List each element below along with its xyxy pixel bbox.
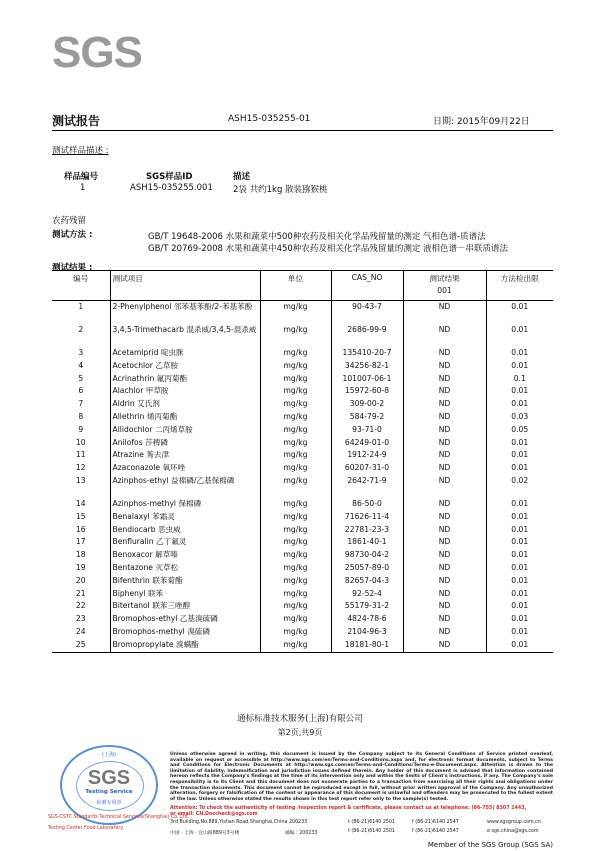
table-row [52,462,553,475]
table-row [52,498,553,511]
table-row [52,600,553,613]
testing-stamp [60,745,158,825]
cell-no: 13 [52,475,110,498]
cell-cas: 92-52-4 [331,588,403,601]
table-row [52,324,553,347]
table-row [52,536,553,549]
cell-no: 21 [52,588,110,601]
cell-no: 9 [52,424,110,437]
sample-col-no: 样品编号 [64,172,99,182]
report-date: 日期: 2015年09月22日 [433,117,530,127]
cell-cas: 1912-24-9 [331,449,403,462]
table-row [52,437,553,450]
cell-cas: 64249-01-0 [331,437,403,450]
test-results-label: 测试结果 : [52,263,93,273]
cell-no: 24 [52,626,110,639]
cell-result: ND [403,613,486,626]
cell-item: Biphenyl 联苯 [110,588,260,601]
table-row [52,301,553,325]
cell-item: Benalaxyl 苯霜灵 [110,511,260,524]
cell-item: Acetamiprid 啶虫脒 [110,347,260,360]
cell-cas: 4824-78-6 [331,613,403,626]
cell-no: 19 [52,562,110,575]
sample-col-desc: 描述 [233,172,251,182]
cell-cas: 86-50-0 [331,498,403,511]
report-title: 测试报告 [52,114,101,128]
cell-cas: 22781-23-3 [331,524,403,537]
cell-item: Azinphos-methyl 保棉磷 [110,498,260,511]
cell-cas: 34256-82-1 [331,360,403,373]
table-row [52,626,553,639]
cell-unit: mg/kg [260,449,331,462]
cell-mdl: 0.01 [511,437,529,447]
cell-mdl: 0.01 [511,626,529,636]
cell-mdl: 0.01 [511,386,529,396]
col-header-result-sample: 001 [437,286,452,295]
sample-desc: 2袋 共约1kg 散装猕猴桃 [233,185,328,195]
table-row [52,424,553,437]
cell-item: Anilofos 莎稗磷 [110,437,260,450]
cell-no: 8 [52,411,110,424]
cell-result: ND [403,600,486,613]
cell-result: ND [403,639,486,652]
cell-result: ND [403,498,486,511]
postcode-cn: 邮编 : 200233 [285,831,318,836]
cell-no: 18 [52,549,110,562]
tel-cn: t (86-21)6140 2501 [348,829,396,834]
cell-unit: mg/kg [260,511,331,524]
cell-no: 4 [52,360,110,373]
cell-mdl: 0.01 [511,450,529,460]
cell-item: Bromopropylate 溴螨酯 [110,639,260,652]
cell-unit: mg/kg [260,536,331,549]
col-header-unit: 单位 [260,271,331,301]
cell-no: 12 [52,462,110,475]
table-row [52,411,553,424]
table-row [52,639,553,652]
cell-unit: mg/kg [260,639,331,652]
cell-mdl: 0.01 [511,511,529,521]
cell-item: Allidochlor 二丙烯草胺 [110,424,260,437]
cell-unit: mg/kg [260,524,331,537]
authenticity-email: or email: CN.Doccheck@sgs.com [170,812,258,817]
stamp-caption-1: SGS-CSTC Standards Technical Services(Shanghai) Co.,Ltd. [48,815,190,820]
cell-cas: 25057-89-0 [331,562,403,575]
company-name: 通标标准技术服务(上海)有限公司 [237,714,363,724]
stamp-caption-2: Testing Center Food Laboratory [48,826,124,831]
cell-result: ND [403,398,486,411]
cell-unit: mg/kg [260,613,331,626]
cell-mdl: 0.01 [511,550,529,560]
cell-no: 6 [52,385,110,398]
cell-no: 17 [52,536,110,549]
cell-no: 25 [52,639,110,652]
table-row [52,524,553,537]
results-header-row [52,271,553,301]
cell-unit: mg/kg [260,549,331,562]
cell-cas: 18181-80-1 [331,639,403,652]
col-header-no: 编号 [52,271,110,301]
cell-no: 11 [52,449,110,462]
cell-item: 2-Phenylphenol 邻苯基苯酚/2-苯基苯酚 [110,301,260,325]
cell-cas: 1861-40-1 [331,536,403,549]
address-en: 3rd Building,No.889,Yishan Road,Shanghai,China 200233 [170,820,308,825]
cell-cas: 2104-96-3 [331,626,403,639]
col-header-result [403,271,486,301]
cell-item: Azaconazole 氧环唑 [110,462,260,475]
sample-col-id: SGS样品ID [146,172,193,182]
cell-unit: mg/kg [260,475,331,498]
cell-cas: 101007-06-1 [331,373,403,386]
cell-cas: 82657-04-3 [331,575,403,588]
cell-unit: mg/kg [260,324,331,347]
pesticide-residue-label: 农药残留 [52,216,87,226]
cell-unit: mg/kg [260,626,331,639]
table-row [52,562,553,575]
cell-mdl: 0.01 [511,562,529,572]
cell-item: Azinphos-ethyl 益棉磷/乙基保棉磷 [110,475,260,498]
cell-result: ND [403,562,486,575]
sgs-member-note: Member of the SGS Group (SGS SA) [427,841,553,849]
table-row [52,347,553,360]
table-row [52,575,553,588]
cell-mdl: 0.01 [511,360,529,370]
cell-result: ND [403,475,486,498]
cell-item: Bifenthrin 联苯菊酯 [110,575,260,588]
cell-unit: mg/kg [260,385,331,398]
cell-result: ND [403,626,486,639]
cell-no: 20 [52,575,110,588]
cell-item: Bromophos-methyl 溴硫磷 [110,626,260,639]
cell-cas: 98730-04-2 [331,549,403,562]
cell-item: Alachlor 甲草胺 [110,385,260,398]
cell-cas: 90-43-7 [331,301,403,325]
cell-unit: mg/kg [260,424,331,437]
cell-no: 23 [52,613,110,626]
stamp-rim-text: (上海) [102,752,116,758]
table-row [52,373,553,386]
cell-item: Aldrin 艾氏剂 [110,398,260,411]
cell-result: ND [403,449,486,462]
cell-no: 15 [52,511,110,524]
col-header-cas: CAS_NO [331,271,403,301]
cell-no: 16 [52,524,110,537]
cell-cas: 2642-71-9 [331,475,403,498]
cell-cas: 60207-31-0 [331,462,403,475]
cell-cas: 55179-31-2 [331,600,403,613]
table-row [52,449,553,462]
cell-unit: mg/kg [260,575,331,588]
cell-cas: 2686-99-9 [331,324,403,347]
website: www.sgsgroup.com.cn [487,820,541,825]
cell-item: 3,4,5-Trimethacarb 混杀威/3,4,5-混杀威 [110,324,260,347]
cell-no: 5 [52,373,110,386]
cell-result: ND [403,347,486,360]
cell-mdl: 0.01 [511,348,529,357]
cell-no: 10 [52,437,110,450]
cell-item: Benoxacor 解草嗪 [110,549,260,562]
cell-item: Acrinathrin 氟丙菊酯 [110,373,260,386]
results-table [52,270,553,653]
cell-item: Atrazine 莠去津 [110,449,260,462]
cell-unit: mg/kg [260,498,331,511]
cell-cas: 135410-20-7 [331,347,403,360]
email-cn: e sgs.china@sgs.com [487,829,539,834]
tel-en: t (86-21)6140 2501 [348,820,396,825]
cell-unit: mg/kg [260,347,331,360]
col-header-item: 测试项目 [110,271,260,301]
cell-mdl: 0.01 [511,524,529,534]
cell-mdl: 0.01 [511,463,529,473]
test-method-label: 测试方法 : [52,230,93,240]
table-row [52,511,553,524]
cell-item: Bitertanol 联苯三唑醇 [110,600,260,613]
cell-mdl: 0.05 [511,424,529,434]
cell-result: ND [403,411,486,424]
sgs-logo [52,28,162,78]
cell-unit: mg/kg [260,437,331,450]
table-row [52,398,553,411]
cell-no: 2 [52,324,110,347]
cell-result: ND [403,424,486,437]
stamp-cn-text: 检测专用章 [96,800,122,806]
cell-no: 3 [52,347,110,360]
cell-unit: mg/kg [260,588,331,601]
cell-result: ND [403,575,486,588]
cell-result: ND [403,511,486,524]
cell-result: ND [403,549,486,562]
cell-mdl: 0.01 [511,601,529,611]
cell-unit: mg/kg [260,398,331,411]
sample-id: ASH15-035255.001 [130,183,213,193]
cell-no: 7 [52,398,110,411]
cell-cas: 15972-60-8 [331,385,403,398]
authenticity-notice: Attention: To check the authenticity of testing /inspection report & certificate, please contact us at telephone: (86-755) 8307 1443, [170,806,527,811]
cell-no: 14 [52,498,110,511]
cell-cas: 71626-11-4 [331,511,403,524]
cell-item: Bentazone 灭草松 [110,562,260,575]
table-row [52,613,553,626]
cell-unit: mg/kg [260,411,331,424]
table-row [52,588,553,601]
cell-mdl: 0.01 [511,498,529,508]
cell-item: Benfluralin 乙丁氟灵 [110,536,260,549]
sgs-logo-text: SGS [52,28,142,77]
cell-result: ND [403,437,486,450]
cell-cas: 93-71-0 [331,424,403,437]
cell-no: 22 [52,600,110,613]
address-cn: 中国 · 上海 · 宜山路889号3号楼 [170,831,240,836]
cell-unit: mg/kg [260,373,331,386]
cell-mdl: 0.01 [511,537,529,547]
cell-no: 1 [52,301,110,325]
cell-unit: mg/kg [260,301,331,325]
table-row [52,549,553,562]
cell-cas: 584-79-2 [331,411,403,424]
cell-result: ND [403,524,486,537]
sample-description-label: 测试样品描述 : [52,146,109,156]
page-number: 第2页,共9页 [277,728,323,737]
cell-item: Bromophos-ethyl 乙基溴硫磷 [110,613,260,626]
cell-result: ND [403,385,486,398]
stamp-sgs-text: SGS [87,767,131,789]
cell-mdl: 0.1 [513,373,526,383]
sample-no: 1 [80,183,86,193]
test-method-line: GB/T 19648-2006 水果和蔬菜中500种农药及相关化学品残留量的测定 气相色谱-质谱法 [148,232,486,242]
cell-item: Acetochlor 乙草胺 [110,360,260,373]
cell-mdl: 0.01 [511,302,529,311]
cell-mdl: 0.01 [511,588,529,598]
col-header-mdl: 方法检出限 [486,271,553,301]
fax-en: f (86-21)6140 2547 [412,820,459,825]
fax-cn: f (86-21)6140 2547 [412,829,459,834]
cell-mdl: 0.01 [486,639,553,652]
header-divider [52,130,553,131]
cell-result: ND [403,324,486,347]
table-row [52,475,553,498]
cell-item: Allethrin 烯丙菊酯 [110,411,260,424]
cell-mdl: 0.03 [511,411,529,421]
cell-cas: 309-00-2 [331,398,403,411]
cell-mdl: 0.01 [511,399,529,409]
col-header-result-label: 测试结果 [429,274,460,283]
cell-result: ND [403,536,486,549]
legal-disclaimer: Unless otherwise agreed in writing, this document is issued by the Company subject to its General Conditions of Service printed overleaf, available on request or accessible at http://www.sgs.com/en/Terms-and-Conditions.aspx and, for electronic format documents, subject to Terms and Conditions for Electronic Documents at http://www.sgs.com/en/Terms-and-Conditions/Terms-e-Document.aspx. Attention is drawn to the limitation of liability, indemnification and jurisdiction issues defined therein. Any holder of this document is advised that information contained hereon reflects the Company's findings at the time of its intervention only and within the limits of Client's instructions, if any. The Company's sole responsibility is to its Client and this document does not exonerate parties to a transaction from exercising all their rights and obligations under the transaction documents. This document cannot be reproduced except in full, without prior written approval of the Company. Any unauthorized alteration, forgery or falsification of the content or appearance of this document is unlawful and offenders may be prosecuted to the fullest extent of the law. Unless otherwise stated the results shown in this test report refer only to the sample(s) tested. [170,752,553,802]
cell-result: ND [403,462,486,475]
cell-item: Bendiocarb 恶虫威 [110,524,260,537]
cell-result: ND [403,360,486,373]
cell-mdl: 0.01 [511,575,529,585]
test-method-line: GB/T 20769-2008 水果和蔬菜中450种农药及相关化学品残留量的测定 液相色谱－串联质谱法 [148,244,509,254]
cell-result: ND [403,588,486,601]
cell-result: ND [403,301,486,325]
cell-unit: mg/kg [260,600,331,613]
table-row [52,360,553,373]
table-row [52,385,553,398]
cell-unit: mg/kg [260,562,331,575]
cell-result: ND [403,373,486,386]
cell-unit: mg/kg [260,462,331,475]
cell-unit: mg/kg [260,360,331,373]
stamp-subtitle: Testing Service [85,789,133,795]
cell-mdl: 0.02 [511,475,529,485]
cell-mdl: 0.01 [511,614,529,624]
cell-mdl: 0.01 [511,325,529,334]
report-number: ASH15-035255-01 [228,114,311,124]
